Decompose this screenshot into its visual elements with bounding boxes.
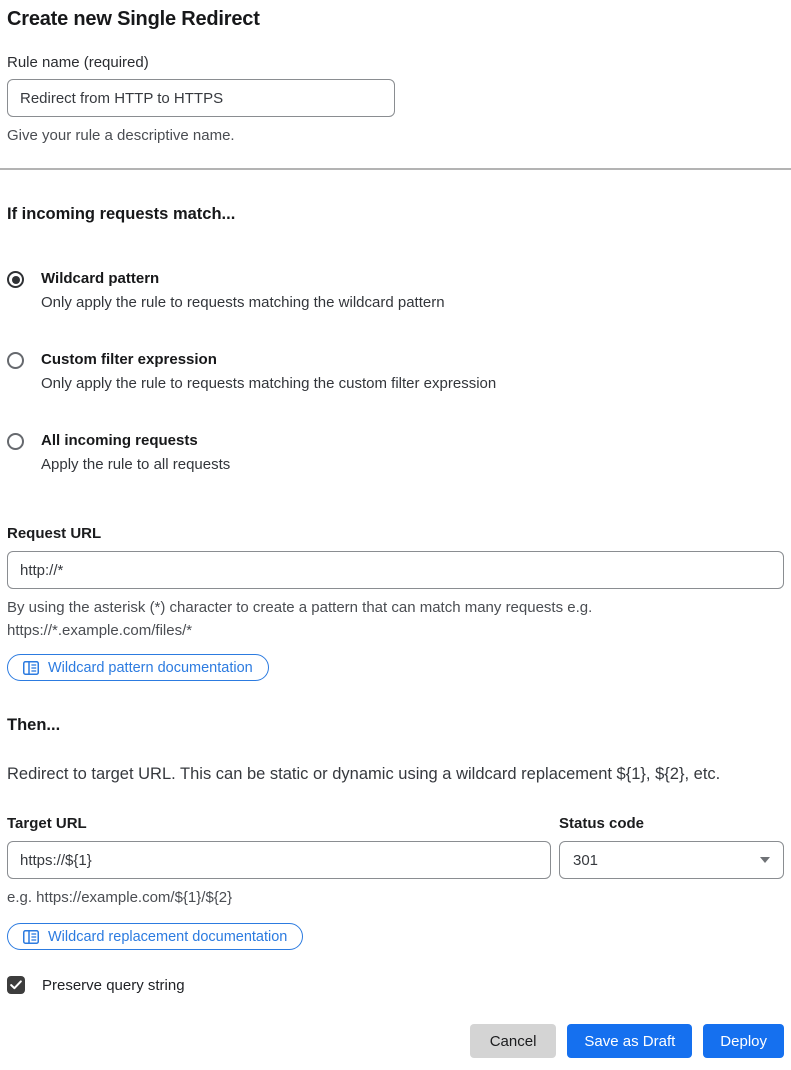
then-section-heading: Then... — [7, 716, 61, 734]
page-title: Create new Single Redirect — [7, 8, 260, 30]
request-url-help-line2: https://*.example.com/files/* — [7, 622, 193, 639]
radio-option-description: Only apply the rule to requests matching the custom filter expression — [41, 375, 497, 392]
radio-button-icon[interactable] — [7, 433, 24, 450]
target-and-status-row — [7, 815, 784, 909]
target-url-label: Target URL — [7, 815, 87, 832]
status-code-label: Status code — [559, 815, 645, 832]
rule-name-field — [7, 54, 784, 147]
request-url-label: Request URL — [7, 525, 102, 542]
doc-button-label: Wildcard replacement documentation — [48, 928, 288, 945]
wildcard-pattern-documentation-button[interactable] — [7, 654, 269, 681]
radio-button-icon[interactable] — [7, 352, 24, 369]
request-url-input[interactable] — [7, 551, 784, 589]
preserve-query-string-option[interactable] — [7, 976, 784, 994]
rule-name-help: Give your rule a descriptive name. — [7, 127, 235, 144]
radio-option-text — [41, 431, 230, 475]
book-icon — [23, 661, 39, 675]
radio-button-selected-icon[interactable] — [7, 271, 24, 288]
radio-option-all-incoming-requests[interactable] — [7, 431, 784, 475]
form-action-bar — [7, 1024, 784, 1058]
target-url-field — [7, 815, 551, 909]
doc-button-label: Wildcard pattern documentation — [48, 659, 253, 676]
status-code-value: 301 — [573, 851, 599, 869]
radio-option-label: Wildcard pattern — [41, 270, 160, 287]
preserve-query-string-label: Preserve query string — [42, 976, 185, 994]
radio-option-description: Only apply the rule to requests matching the wildcard pattern — [41, 294, 445, 311]
rule-name-input[interactable] — [7, 79, 395, 117]
request-url-help — [7, 596, 784, 642]
radio-option-text — [41, 269, 445, 313]
section-divider — [0, 168, 791, 170]
book-icon — [23, 930, 39, 944]
request-url-help-line1: By using the asterisk (*) character to create a pattern that can match many requests e.g. — [7, 599, 593, 616]
status-code-field — [559, 815, 784, 909]
radio-option-text — [41, 350, 496, 394]
cancel-button[interactable]: Cancel — [470, 1024, 557, 1058]
wildcard-replacement-documentation-button[interactable] — [7, 923, 303, 950]
radio-option-label: All incoming requests — [41, 432, 198, 449]
caret-down-icon — [760, 857, 770, 863]
radio-option-description: Apply the rule to all requests — [41, 456, 231, 473]
radio-option-custom-filter-expression[interactable] — [7, 350, 784, 394]
match-type-radio-group — [7, 269, 784, 475]
deploy-button[interactable]: Deploy — [703, 1024, 784, 1058]
radio-option-wildcard-pattern[interactable] — [7, 269, 784, 313]
radio-option-label: Custom filter expression — [41, 351, 217, 368]
status-code-select[interactable] — [559, 841, 784, 879]
target-url-help: e.g. https://example.com/${1}/${2} — [7, 889, 233, 906]
target-url-input[interactable] — [7, 841, 551, 879]
save-as-draft-button[interactable]: Save as Draft — [567, 1024, 692, 1058]
checkbox-checked-icon[interactable] — [7, 976, 25, 994]
rule-name-label: Rule name (required) — [7, 54, 149, 71]
request-url-field — [7, 525, 784, 642]
then-description: Redirect to target URL. This can be static or dynamic using a wildcard replacement ${1}, ${2}, etc. — [7, 765, 721, 783]
match-section-heading: If incoming requests match... — [7, 205, 236, 223]
